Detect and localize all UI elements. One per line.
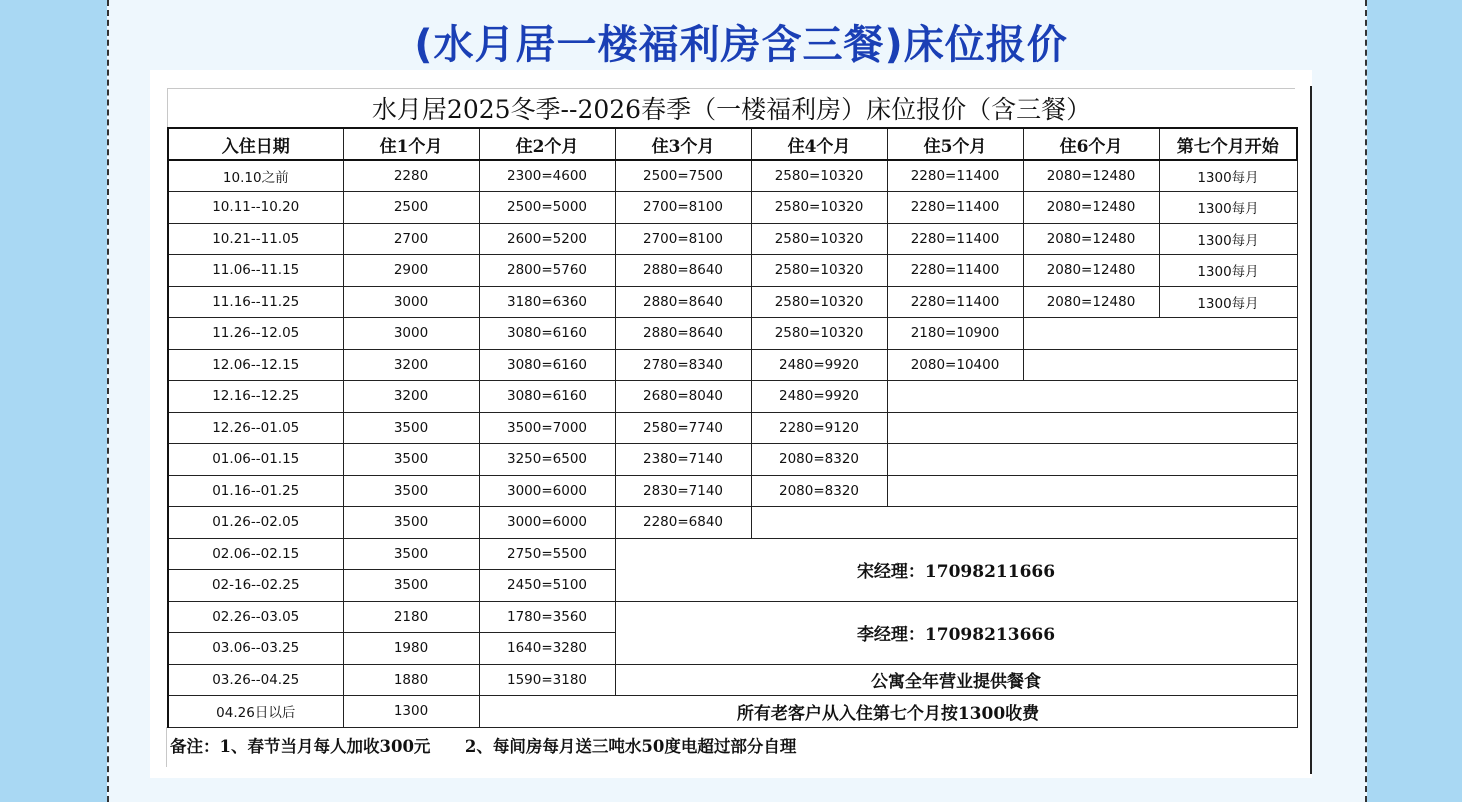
table-row xyxy=(168,223,1297,255)
cell-m1: 1300 xyxy=(343,696,479,728)
table-row xyxy=(168,696,1297,728)
cell-m3: 2830=7140 xyxy=(615,475,751,507)
header-1-month: 住1个月 xyxy=(343,128,479,160)
cell-m2: 2600=5200 xyxy=(479,223,615,255)
cell-m4: 2480=9920 xyxy=(751,349,887,381)
cell-m5: 2280=11400 xyxy=(887,286,1023,318)
cell-m2: 3080=6160 xyxy=(479,381,615,413)
table-row xyxy=(168,507,1297,539)
table-row xyxy=(168,664,1297,696)
cell-m2: 3250=6500 xyxy=(479,444,615,476)
cell-date: 10.11--10.20 xyxy=(168,192,343,224)
cell-m3: 2680=8040 xyxy=(615,381,751,413)
cell-m1: 3000 xyxy=(343,286,479,318)
header-3-month: 住3个月 xyxy=(615,128,751,160)
cell-m1: 3000 xyxy=(343,318,479,350)
sheet-title: 水月居2025冬季--2026春季（一楼福利房）床位报价（含三餐） xyxy=(167,88,1295,128)
cell-m1: 2180 xyxy=(343,601,479,633)
cell-m1: 3500 xyxy=(343,507,479,539)
cell-date: 02-16--02.25 xyxy=(168,570,343,602)
header-7th-month: 第七个月开始 xyxy=(1159,128,1297,160)
cell-m6: 2080=12480 xyxy=(1023,160,1159,192)
table-row xyxy=(168,160,1297,192)
table-row xyxy=(168,444,1297,476)
cell-m5: 2280=11400 xyxy=(887,223,1023,255)
cell-m5: 2080=10400 xyxy=(887,349,1023,381)
cell-m1: 2700 xyxy=(343,223,479,255)
cell-m1: 2500 xyxy=(343,192,479,224)
cell-m2: 1640=3280 xyxy=(479,633,615,665)
cell-m3: 2500=7500 xyxy=(615,160,751,192)
sheet-edge-line xyxy=(1310,86,1312,774)
empty-cell xyxy=(887,381,1297,413)
cell-m4: 2280=9120 xyxy=(751,412,887,444)
old-customer-note: 所有老客户从入住第七个月按1300收费 xyxy=(479,696,1297,728)
empty-cell xyxy=(751,507,1297,539)
cell-m7: 1300每月 xyxy=(1159,192,1297,224)
empty-cell xyxy=(887,444,1297,476)
cell-m7: 1300每月 xyxy=(1159,286,1297,318)
cell-m3: 2880=8640 xyxy=(615,286,751,318)
cell-date: 12.26--01.05 xyxy=(168,412,343,444)
cell-m1: 2280 xyxy=(343,160,479,192)
table-header-row xyxy=(168,128,1297,160)
cell-date: 11.26--12.05 xyxy=(168,318,343,350)
cell-m7: 1300每月 xyxy=(1159,223,1297,255)
cell-date: 04.26日以后 xyxy=(168,696,343,728)
cell-m1: 1880 xyxy=(343,664,479,696)
cell-date: 03.06--03.25 xyxy=(168,633,343,665)
cell-m1: 3500 xyxy=(343,444,479,476)
header-5-month: 住5个月 xyxy=(887,128,1023,160)
cell-date: 10.10之前 xyxy=(168,160,343,192)
cell-m1: 3500 xyxy=(343,475,479,507)
cell-m5: 2280=11400 xyxy=(887,255,1023,287)
cell-m3: 2380=7140 xyxy=(615,444,751,476)
cell-date: 10.21--11.05 xyxy=(168,223,343,255)
cell-m3: 2700=8100 xyxy=(615,192,751,224)
table-row xyxy=(168,286,1297,318)
cell-m4: 2580=10320 xyxy=(751,192,887,224)
cell-m2: 1590=3180 xyxy=(479,664,615,696)
table-row xyxy=(168,192,1297,224)
cell-m2: 3080=6160 xyxy=(479,349,615,381)
table-row xyxy=(168,412,1297,444)
cell-m4: 2580=10320 xyxy=(751,160,887,192)
cell-m1: 2900 xyxy=(343,255,479,287)
header-checkin-date: 入住日期 xyxy=(168,128,343,160)
cell-m4: 2080=8320 xyxy=(751,444,887,476)
empty-cell xyxy=(887,475,1297,507)
cell-m2: 2300=4600 xyxy=(479,160,615,192)
cell-m5: 2180=10900 xyxy=(887,318,1023,350)
cell-m3: 2700=8100 xyxy=(615,223,751,255)
header-4-month: 住4个月 xyxy=(751,128,887,160)
cell-m3: 2880=8640 xyxy=(615,255,751,287)
cell-m1: 3500 xyxy=(343,412,479,444)
contact-manager-song: 宋经理：17098211666 xyxy=(615,538,1297,601)
cell-m1: 3200 xyxy=(343,381,479,413)
cell-m1: 3500 xyxy=(343,570,479,602)
cell-m5: 2280=11400 xyxy=(887,192,1023,224)
table-row xyxy=(168,349,1297,381)
cell-date: 12.06--12.15 xyxy=(168,349,343,381)
cell-m6: 2080=12480 xyxy=(1023,223,1159,255)
cell-m3: 2780=8340 xyxy=(615,349,751,381)
cell-m7: 1300每月 xyxy=(1159,160,1297,192)
cell-m4: 2480=9920 xyxy=(751,381,887,413)
cell-date: 01.26--02.05 xyxy=(168,507,343,539)
header-6-month: 住6个月 xyxy=(1023,128,1159,160)
cell-m4: 2580=10320 xyxy=(751,223,887,255)
cell-m2: 3080=6160 xyxy=(479,318,615,350)
cell-m6: 2080=12480 xyxy=(1023,255,1159,287)
cell-m2: 3000=6000 xyxy=(479,507,615,539)
contact-manager-li: 李经理：17098213666 xyxy=(615,601,1297,664)
table-row xyxy=(168,601,1297,633)
sheet-left-gridline xyxy=(166,727,167,767)
cell-m1: 3500 xyxy=(343,538,479,570)
empty-cell xyxy=(1023,349,1297,381)
cell-date: 01.06--01.15 xyxy=(168,444,343,476)
cell-m2: 3000=6000 xyxy=(479,475,615,507)
cell-m2: 2500=5000 xyxy=(479,192,615,224)
meals-note: 公寓全年营业提供餐食 xyxy=(615,664,1297,696)
cell-m4: 2080=8320 xyxy=(751,475,887,507)
header-2-month: 住2个月 xyxy=(479,128,615,160)
cell-date: 01.16--01.25 xyxy=(168,475,343,507)
table-row xyxy=(168,538,1297,570)
table-row xyxy=(168,381,1297,413)
cell-date: 02.26--03.05 xyxy=(168,601,343,633)
table-row xyxy=(168,475,1297,507)
cell-m2: 2800=5760 xyxy=(479,255,615,287)
cell-m3: 2580=7740 xyxy=(615,412,751,444)
cell-m5: 2280=11400 xyxy=(887,160,1023,192)
cell-m7: 1300每月 xyxy=(1159,255,1297,287)
empty-cell xyxy=(1023,318,1297,350)
cell-m3: 2880=8640 xyxy=(615,318,751,350)
cell-m4: 2580=10320 xyxy=(751,286,887,318)
cell-m3: 2280=6840 xyxy=(615,507,751,539)
cell-m1: 1980 xyxy=(343,633,479,665)
cell-date: 11.16--11.25 xyxy=(168,286,343,318)
cell-m6: 2080=12480 xyxy=(1023,192,1159,224)
cell-m2: 3500=7000 xyxy=(479,412,615,444)
cell-date: 02.06--02.15 xyxy=(168,538,343,570)
poster-headline: (水月居一楼福利房含三餐)床位报价 xyxy=(414,22,1068,68)
cell-date: 11.06--11.15 xyxy=(168,255,343,287)
footnote-remarks: 备注：1、春节当月每人加收300元 2、每间房每月送三吨水50度电超过部分自理 xyxy=(170,737,797,756)
cell-m6: 2080=12480 xyxy=(1023,286,1159,318)
table-row xyxy=(168,255,1297,287)
price-table xyxy=(167,127,1298,728)
cell-m2: 2750=5500 xyxy=(479,538,615,570)
cell-m1: 3200 xyxy=(343,349,479,381)
cell-m4: 2580=10320 xyxy=(751,318,887,350)
cell-m2: 2450=5100 xyxy=(479,570,615,602)
cell-date: 03.26--04.25 xyxy=(168,664,343,696)
cell-m2: 3180=6360 xyxy=(479,286,615,318)
cell-m4: 2580=10320 xyxy=(751,255,887,287)
empty-cell xyxy=(887,412,1297,444)
cell-date: 12.16--12.25 xyxy=(168,381,343,413)
cell-m2: 1780=3560 xyxy=(479,601,615,633)
table-row xyxy=(168,318,1297,350)
